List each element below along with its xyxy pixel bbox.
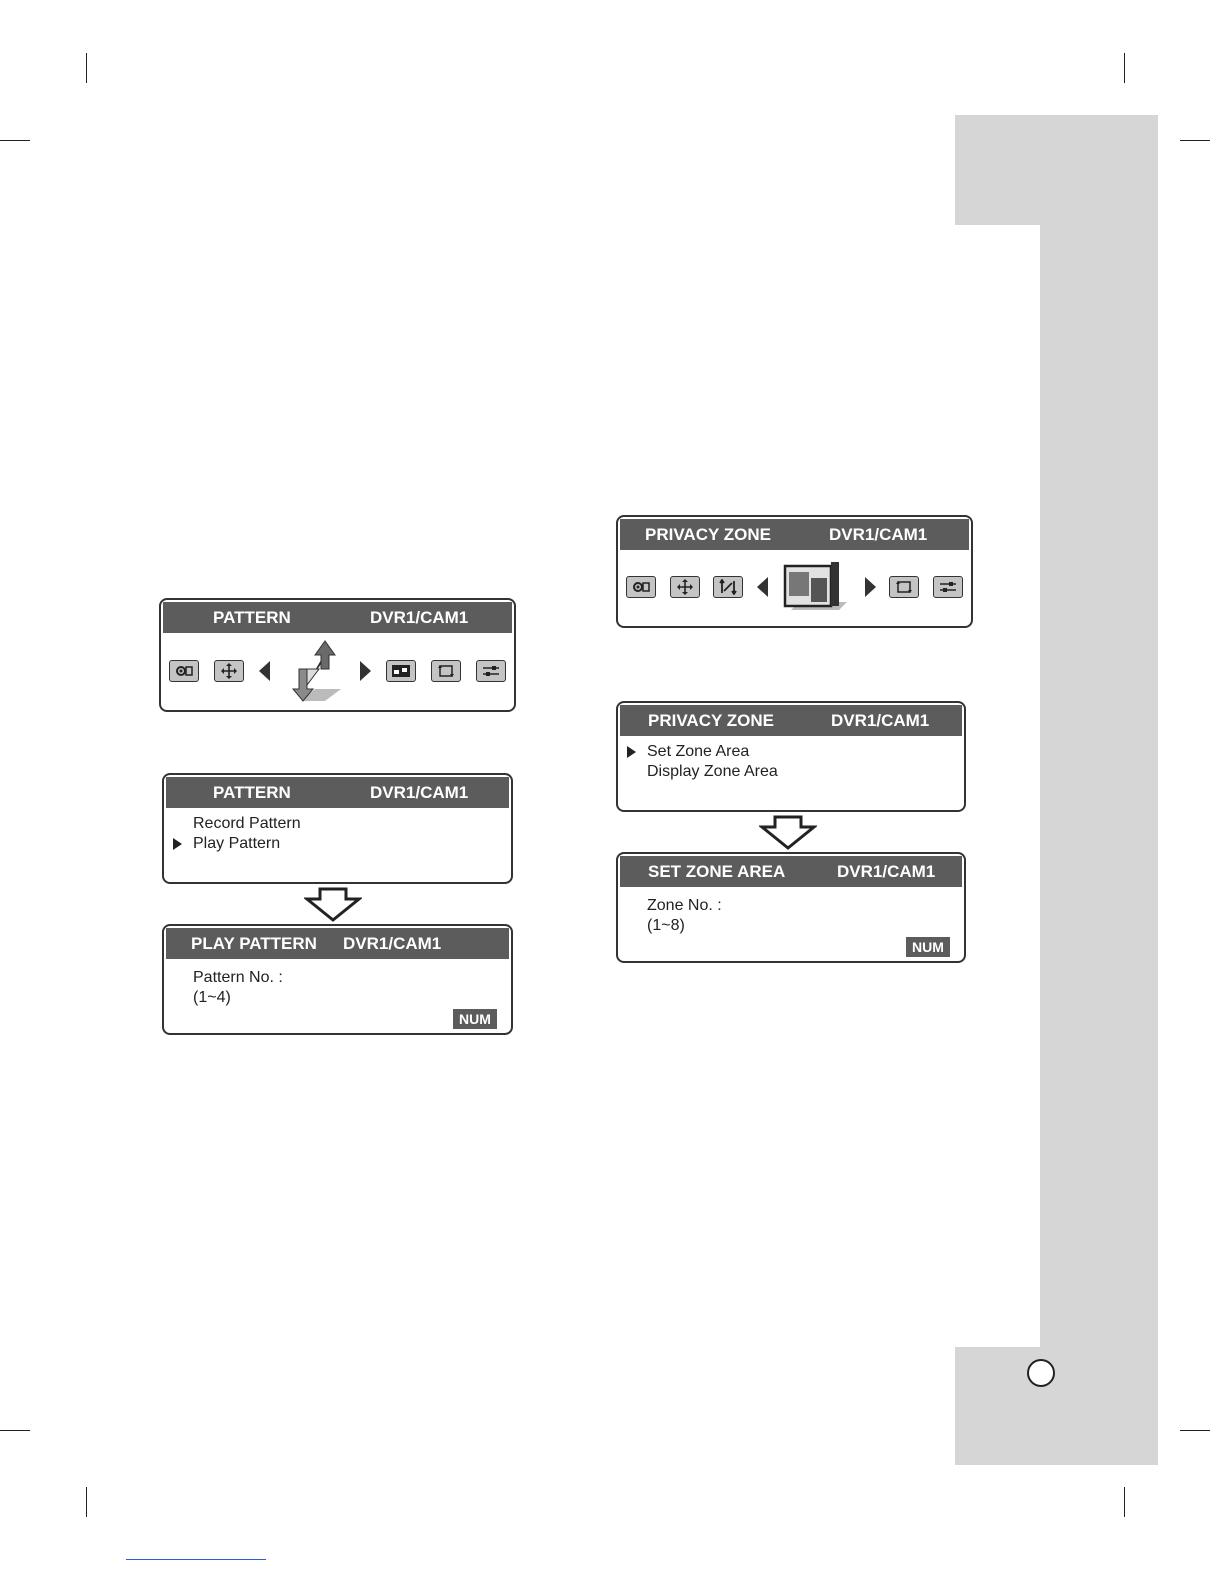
settings-sliders-icon[interactable]: [933, 576, 963, 598]
panel-header: [620, 856, 962, 887]
page-number-circle: [1027, 1359, 1055, 1387]
privacy-submenu-panel: [616, 701, 966, 812]
set-zone-area-panel: [616, 852, 966, 963]
panel-title: PATTERN: [213, 608, 291, 627]
right-arrow-icon[interactable]: [360, 661, 371, 681]
camera-label: DVR1/CAM1: [370, 608, 469, 627]
privacy-menu-panel: [616, 515, 973, 628]
camera-label: DVR1/CAM1: [370, 783, 469, 802]
num-badge[interactable]: NUM: [906, 937, 950, 957]
panel-header: [166, 928, 509, 959]
crop-mark: [1124, 1487, 1125, 1517]
pattern-icon[interactable]: [285, 639, 345, 703]
settings-sliders-icon[interactable]: [476, 660, 506, 682]
privacy-zone-icon[interactable]: [781, 560, 851, 614]
side-tab: [955, 1347, 1158, 1465]
crop-mark: [1180, 1430, 1210, 1431]
crop-mark: [86, 53, 87, 83]
left-arrow-icon[interactable]: [757, 577, 768, 597]
panel-title: PRIVACY ZONE: [645, 525, 771, 544]
menu-item-play-pattern[interactable]: Play Pattern: [193, 835, 281, 852]
footer-line: [126, 1559, 266, 1560]
pattern-icon[interactable]: [713, 576, 743, 598]
pattern-number-range: (1~4): [193, 989, 231, 1006]
play-pattern-panel: [162, 924, 513, 1035]
crop-mark: [86, 1487, 87, 1517]
crop-mark: [1124, 53, 1125, 83]
crop-mark: [1180, 140, 1210, 141]
crop-mark: [0, 140, 30, 141]
pattern-submenu-panel: [162, 773, 513, 884]
panel-header: [166, 777, 509, 808]
down-arrow-icon: [759, 815, 817, 851]
panel-title: PLAY PATTERN: [191, 934, 317, 953]
zone-number-label: Zone No. :: [647, 897, 722, 914]
panel-header: [620, 519, 969, 550]
side-tab: [1040, 225, 1158, 1465]
crop-mark: [0, 1430, 30, 1431]
selection-pointer-icon: [627, 746, 636, 758]
left-arrow-icon[interactable]: [259, 661, 270, 681]
panel-title: PATTERN: [213, 783, 291, 802]
panel-title: SET ZONE AREA: [648, 862, 786, 881]
menu-item-set-zone-area[interactable]: Set Zone Area: [647, 743, 750, 760]
panel-title: PRIVACY ZONE: [648, 711, 774, 730]
pan-tilt-icon[interactable]: [670, 576, 700, 598]
menu-item-display-zone-area[interactable]: Display Zone Area: [647, 763, 778, 780]
privacy-zone-icon[interactable]: [386, 660, 416, 682]
camera-label: DVR1/CAM1: [837, 862, 936, 881]
camera-label: DVR1/CAM1: [831, 711, 930, 730]
side-tab: [955, 115, 1158, 225]
pattern-number-label: Pattern No. :: [193, 969, 283, 986]
camera-settings-icon[interactable]: [169, 660, 199, 682]
pattern-menu-panel: [159, 598, 516, 712]
swap-icon[interactable]: [889, 576, 919, 598]
selection-pointer-icon: [173, 838, 182, 850]
down-arrow-icon: [304, 887, 362, 923]
pan-tilt-icon[interactable]: [214, 660, 244, 682]
zone-number-range: (1~8): [647, 917, 685, 934]
camera-label: DVR1/CAM1: [829, 525, 928, 544]
panel-header: [620, 705, 962, 736]
camera-settings-icon[interactable]: [626, 576, 656, 598]
right-arrow-icon[interactable]: [865, 577, 876, 597]
num-badge[interactable]: NUM: [453, 1009, 497, 1029]
panel-header: [163, 602, 512, 633]
camera-label: DVR1/CAM1: [343, 934, 442, 953]
swap-icon[interactable]: [431, 660, 461, 682]
menu-item-record-pattern[interactable]: Record Pattern: [193, 815, 301, 832]
